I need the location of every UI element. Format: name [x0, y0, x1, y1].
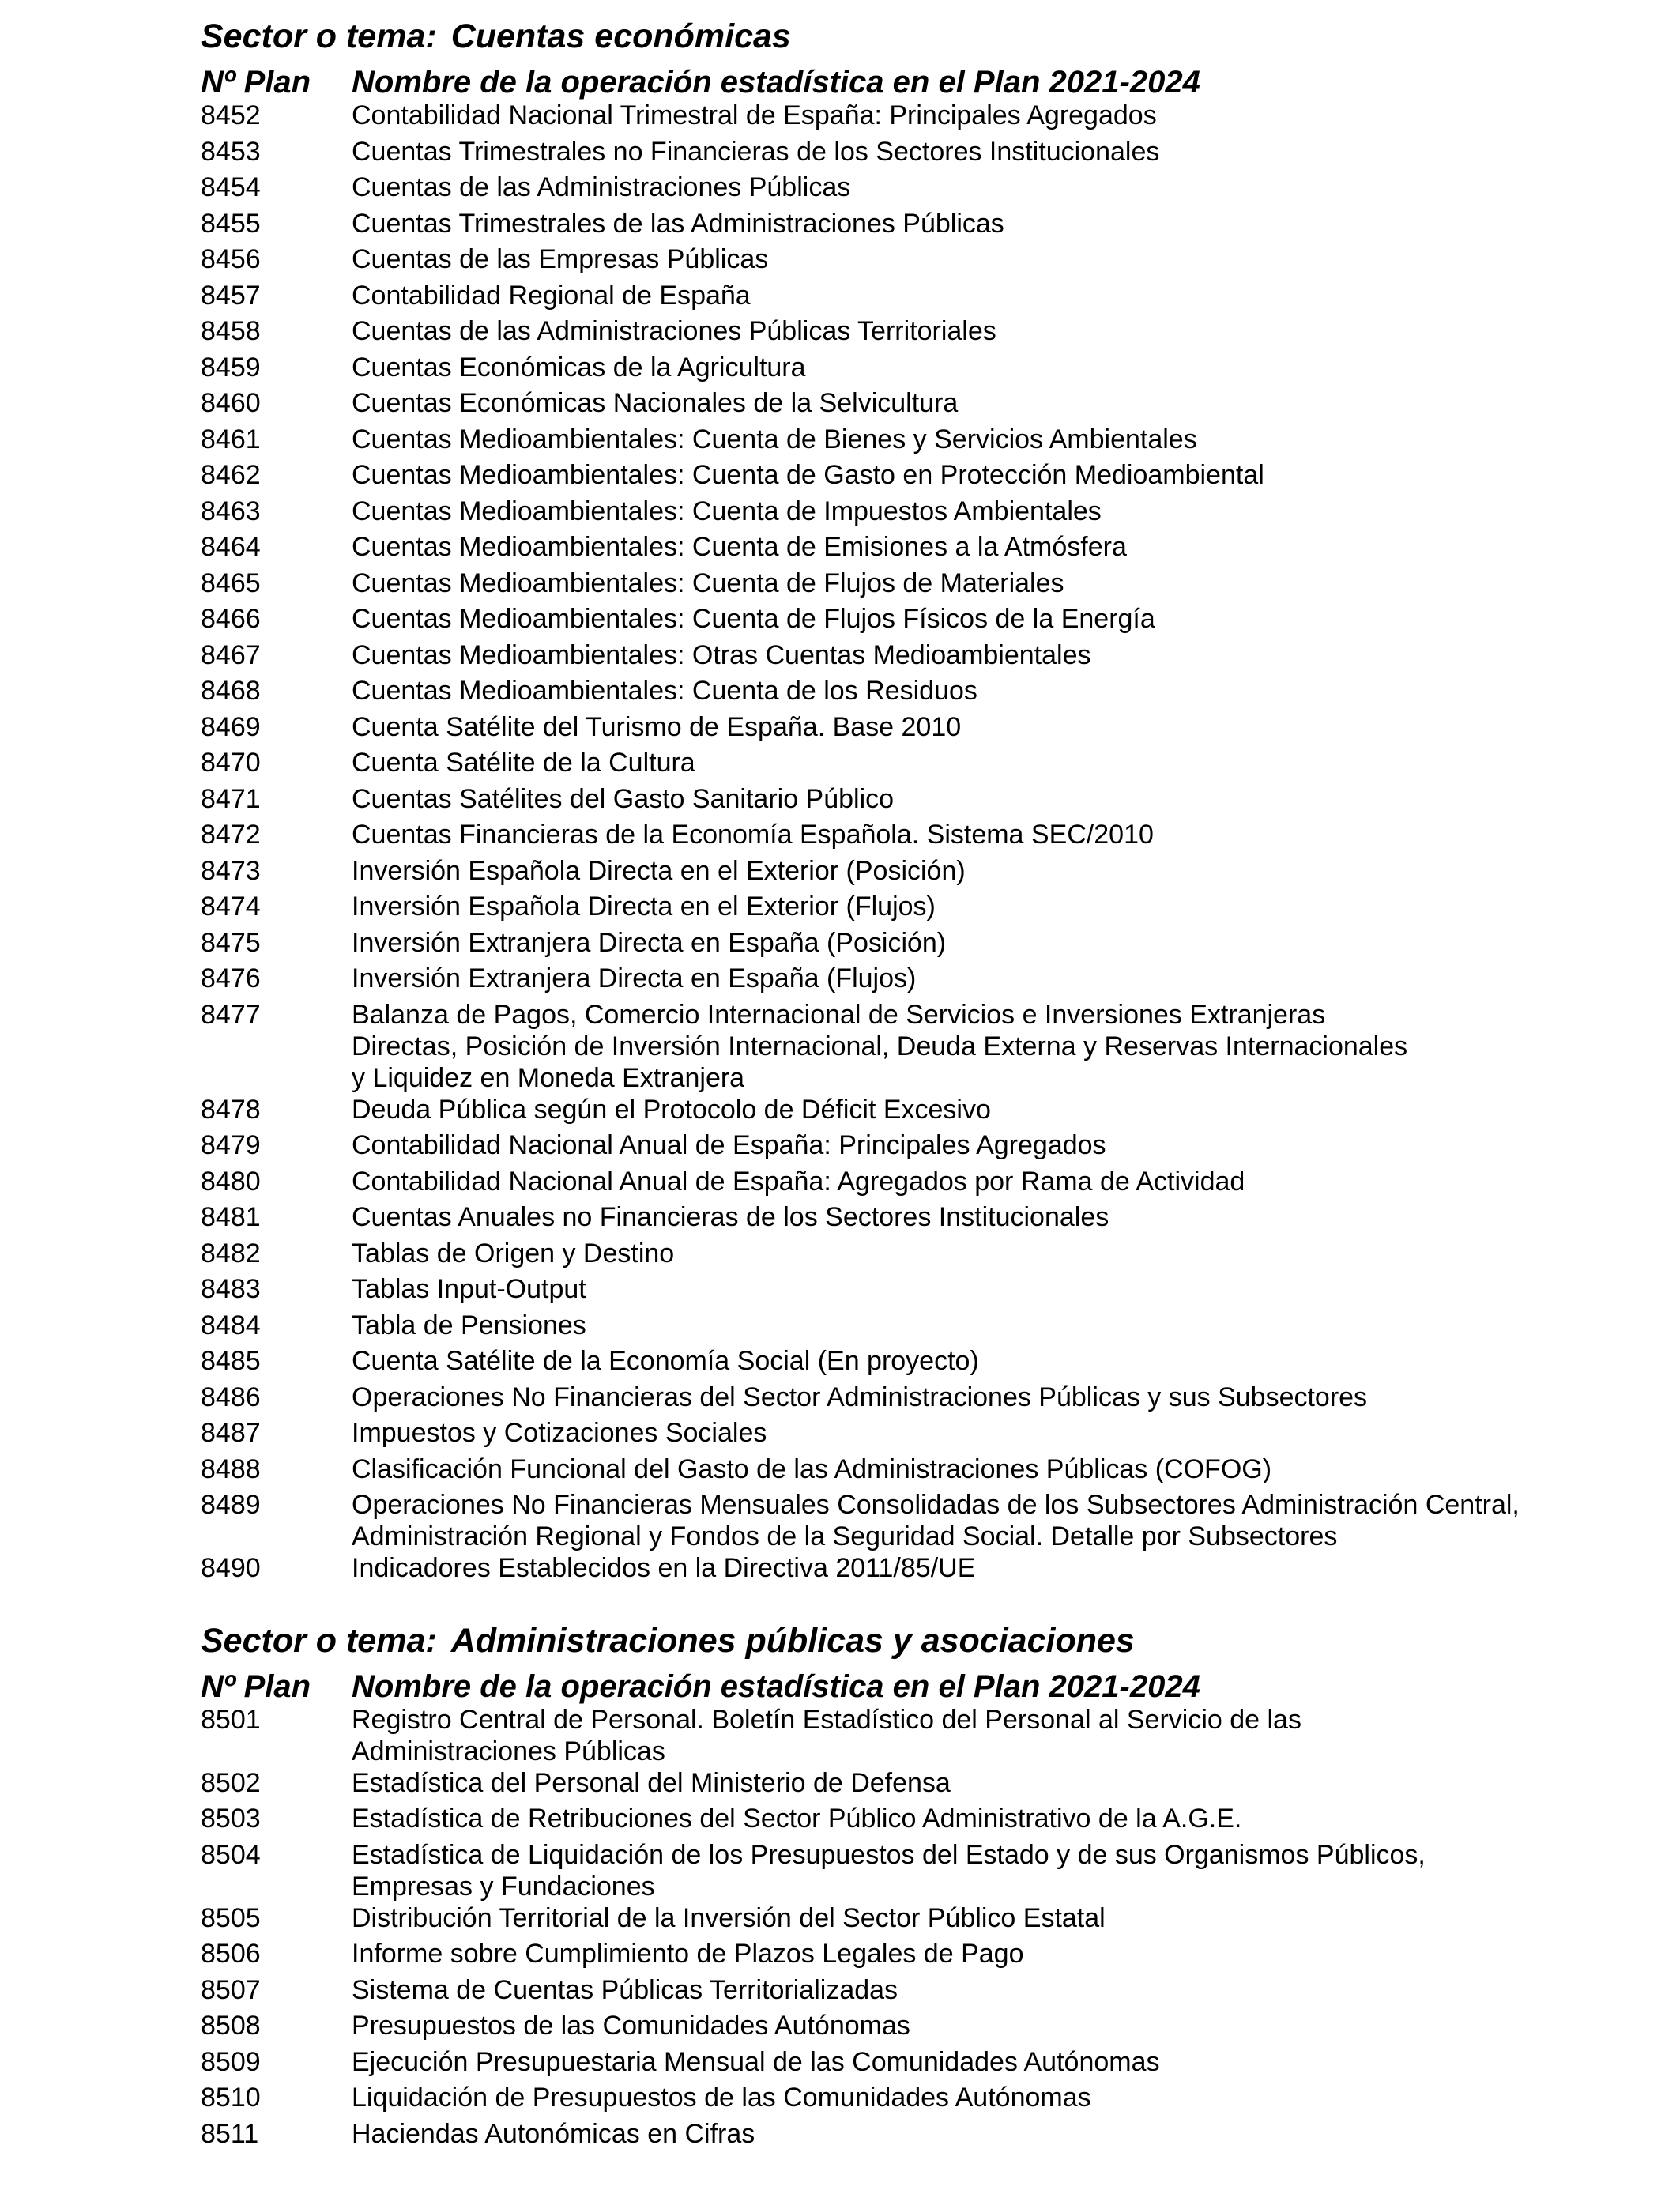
operation-name-line: Contabilidad Nacional Anual de España: Agregados por Rama de Actividad: [352, 1166, 1245, 1197]
operation-name: [352, 424, 1639, 460]
operation-name-line: Deuda Pública según el Protocolo de Déficit Excesivo: [352, 1094, 991, 1125]
operation-name: [352, 1273, 1639, 1310]
operation-name-line: Liquidación de Presupuestos de las Comunidades Autónomas: [352, 2083, 1091, 2113]
operation-name-line: Presupuestos de las Comunidades Autónomas: [352, 2011, 910, 2041]
operation-name-line: Balanza de Pagos, Comercio Internacional de Servicios e Inversiones Extranjeras: [352, 999, 1326, 1030]
sector-section-administraciones-publicas: [201, 1620, 1639, 2154]
list-item: [201, 1489, 1639, 1552]
plan-number: 8462: [201, 460, 261, 490]
plan-number: 8490: [201, 1553, 261, 1583]
list-item: [201, 1166, 1639, 1202]
plan-number: 8509: [201, 2046, 261, 2077]
plan-number: 8463: [201, 496, 261, 526]
operation-name-line: Inversión Extranjera Directa en España (Flujos): [352, 963, 917, 993]
operation-name: [352, 1839, 1639, 1902]
plan-number: 8504: [201, 1839, 261, 1870]
list-item: [201, 1273, 1639, 1310]
operation-name: [352, 1974, 1639, 2011]
plan-number: 8482: [201, 1238, 261, 1269]
list-item: [201, 1938, 1639, 1974]
operation-name-line: Cuentas Medioambientales: Cuenta de Impuestos Ambientales: [352, 496, 1102, 526]
operation-name: [352, 1938, 1639, 1974]
plan-number: 8480: [201, 1166, 261, 1197]
operation-name: [352, 1803, 1639, 1839]
operation-name: [352, 1166, 1639, 1202]
plan-number: 8471: [201, 783, 261, 814]
sector-title: [201, 16, 1639, 57]
plan-number: 8508: [201, 2011, 261, 2041]
list-item: [201, 999, 1639, 1094]
plan-number: 8469: [201, 711, 261, 742]
plan-number: 8467: [201, 639, 261, 670]
plan-number: 8458: [201, 316, 261, 346]
sector-name: Cuentas económicas: [450, 17, 791, 55]
operation-name: [352, 315, 1639, 352]
plan-number: 8510: [201, 2083, 261, 2113]
operation-name: [352, 963, 1639, 999]
operation-name-line: Contabilidad Regional de España: [352, 280, 751, 311]
list-item: [201, 1767, 1639, 1804]
operation-name: [352, 459, 1639, 496]
plan-number: 8486: [201, 1382, 261, 1412]
operation-name-line: Estadística del Personal del Ministerio de Defensa: [352, 1767, 951, 1798]
sector-section-cuentas-economicas: [201, 16, 1639, 1589]
operation-name-line: Cuentas de las Administraciones Públicas Territoriales: [352, 316, 996, 346]
operation-name-line: Tabla de Pensiones: [352, 1310, 586, 1340]
operation-name: [352, 2118, 1639, 2154]
operation-name-line: Cuentas Medioambientales: Cuenta de Flujos Físicos de la Energía: [352, 604, 1155, 634]
plan-number: 8479: [201, 1130, 261, 1160]
operation-name-line: Cuenta Satélite de la Cultura: [352, 748, 695, 778]
list-item: [201, 172, 1639, 208]
operation-name: [352, 208, 1639, 244]
list-item: [201, 1129, 1639, 1166]
list-item: [201, 747, 1639, 783]
operation-name-line: Indicadores Establecidos en la Directiva 2011/85/UE: [352, 1553, 976, 1583]
plan-number: 8477: [201, 999, 261, 1030]
list-item: [201, 1345, 1639, 1382]
operation-name: [352, 2010, 1639, 2046]
plan-number: 8478: [201, 1094, 261, 1125]
list-item: [201, 1974, 1639, 2011]
sector-label: Sector o tema:: [201, 1621, 437, 1660]
operation-name-line: Administraciones Públicas: [352, 1736, 665, 1766]
list-item: [201, 1382, 1639, 1418]
plan-number: 8476: [201, 963, 261, 993]
plan-number: 8488: [201, 1453, 261, 1484]
operation-name-line: Clasificación Funcional del Gasto de las Administraciones Públicas (COFOG): [352, 1453, 1272, 1484]
list-item: [201, 1417, 1639, 1453]
operation-name-line: Cuentas Medioambientales: Cuenta de Flujos de Materiales: [352, 567, 1064, 598]
operation-name-line: Cuentas Medioambientales: Cuenta de Bienes y Servicios Ambientales: [352, 424, 1197, 454]
plan-number-header: Nº Plan: [201, 65, 311, 100]
plan-number: 8502: [201, 1767, 261, 1798]
operation-name-line: Tablas Input-Output: [352, 1274, 586, 1304]
plan-number: 8485: [201, 1346, 261, 1376]
operation-name: [352, 1094, 1639, 1130]
sector-title: [201, 1620, 1639, 1661]
operation-name-line: Cuentas Satélites del Gasto Sanitario Público: [352, 783, 895, 814]
operations-list: [201, 1704, 1639, 2154]
operation-name: [352, 819, 1639, 855]
plan-number: 8473: [201, 855, 261, 886]
list-item: [201, 2118, 1639, 2154]
operation-name: [352, 747, 1639, 783]
operation-name: [352, 387, 1639, 424]
operation-name-line: y Liquidez en Moneda Extranjera: [352, 1062, 745, 1093]
operation-name-line: Cuenta Satélite de la Economía Social (En proyecto): [352, 1346, 979, 1376]
operation-name: [352, 100, 1639, 136]
plan-number: 8489: [201, 1490, 261, 1520]
list-item: [201, 496, 1639, 532]
plan-number: 8461: [201, 424, 261, 454]
operation-name: [352, 1345, 1639, 1382]
operation-name-line: Cuentas Medioambientales: Cuenta de Emisiones a la Atmósfera: [352, 532, 1127, 562]
operation-name: [352, 243, 1639, 280]
operation-name: [352, 891, 1639, 927]
operation-name-line: Impuestos y Cotizaciones Sociales: [352, 1418, 767, 1448]
operation-name-line: Administración Regional y Fondos de la Seguridad Social. Detalle por Subsectores: [352, 1521, 1338, 1551]
list-item: [201, 567, 1639, 604]
operation-name-line: Contabilidad Nacional Trimestral de España: Principales Agregados: [352, 100, 1157, 130]
operation-name-line: Sistema de Cuentas Públicas Territorializadas: [352, 1974, 898, 2005]
operation-name: [352, 603, 1639, 639]
list-item: [201, 280, 1639, 316]
operation-name: [352, 1129, 1639, 1166]
plan-number: 8501: [201, 1704, 261, 1735]
plan-number: 8507: [201, 1974, 261, 2005]
plan-number: 8470: [201, 748, 261, 778]
operation-name: [352, 1238, 1639, 1274]
operation-name: [352, 136, 1639, 172]
operation-name-line: Cuentas Económicas de la Agricultura: [352, 352, 806, 383]
operation-name-line: Directas, Posición de Inversión Internacional, Deuda Externa y Reservas Internacionales: [352, 1031, 1408, 1061]
document-page: [201, 16, 1639, 2154]
operation-name-line: Estadística de Retribuciones del Sector Público Administrativo de la A.G.E.: [352, 1804, 1242, 1834]
plan-number: 8466: [201, 604, 261, 634]
plan-number: 8456: [201, 244, 261, 274]
list-item: [201, 136, 1639, 172]
list-item: [201, 1803, 1639, 1839]
column-header-row: [201, 65, 1639, 100]
operation-name-line: Registro Central de Personal. Boletín Estadístico del Personal al Servicio de las: [352, 1704, 1301, 1735]
operation-name: [352, 172, 1639, 208]
operation-name: [352, 1417, 1639, 1453]
operation-name: [352, 855, 1639, 892]
operation-name-line: Haciendas Autonómicas en Cifras: [352, 2118, 755, 2149]
list-item: [201, 1238, 1639, 1274]
list-item: [201, 1552, 1639, 1589]
operation-name: [352, 1453, 1639, 1490]
plan-number: 8506: [201, 1939, 261, 1969]
operation-name-line: Cuentas Financieras de la Economía Española. Sistema SEC/2010: [352, 820, 1154, 850]
plan-number-header: Nº Plan: [201, 1668, 311, 1704]
operation-name: [352, 783, 1639, 820]
operation-name-line: Inversión Española Directa en el Exterior (Flujos): [352, 892, 936, 922]
operation-name: [352, 1552, 1639, 1589]
list-item: [201, 1310, 1639, 1346]
operation-name: [352, 1201, 1639, 1238]
list-item: [201, 819, 1639, 855]
operation-name-line: Cuenta Satélite del Turismo de España. Base 2010: [352, 711, 962, 742]
plan-number: 8454: [201, 172, 261, 202]
operation-name-line: Tablas de Origen y Destino: [352, 1238, 675, 1269]
plan-number: 8457: [201, 280, 261, 311]
list-item: [201, 711, 1639, 748]
operations-list: [201, 100, 1639, 1589]
plan-number: 8455: [201, 208, 261, 239]
operation-name-line: Ejecución Presupuestaria Mensual de las Comunidades Autónomas: [352, 2046, 1160, 2077]
operation-name: [352, 2082, 1639, 2118]
list-item: [201, 927, 1639, 963]
operation-name-line: Estadística de Liquidación de los Presupuestos del Estado y de sus Organismos Públicos,: [352, 1839, 1426, 1870]
operation-name-line: Empresas y Fundaciones: [352, 1871, 655, 1902]
operation-name-line: Inversión Española Directa en el Exterior (Posición): [352, 855, 966, 886]
plan-number: 8503: [201, 1804, 261, 1834]
sector-name: Administraciones públicas y asociaciones: [450, 1621, 1135, 1660]
operation-name: [352, 999, 1639, 1094]
sector-label: Sector o tema:: [201, 17, 437, 55]
operation-name: [352, 927, 1639, 963]
list-item: [201, 1201, 1639, 1238]
operation-name: [352, 567, 1639, 604]
plan-number: 8475: [201, 927, 261, 958]
list-item: [201, 2046, 1639, 2083]
plan-number: 8460: [201, 388, 261, 418]
list-item: [201, 1704, 1639, 1767]
operation-name-header: Nombre de la operación estadística en el Plan 2021-2024: [352, 65, 1200, 100]
operation-name-line: Distribución Territorial de la Inversión del Sector Público Estatal: [352, 1902, 1106, 1933]
list-item: [201, 1839, 1639, 1902]
operation-name: [352, 2046, 1639, 2083]
operation-name: [352, 1310, 1639, 1346]
operation-name: [352, 675, 1639, 711]
list-item: [201, 2010, 1639, 2046]
operation-name-line: Cuentas Trimestrales no Financieras de los Sectores Institucionales: [352, 136, 1160, 167]
operation-name-line: Operaciones No Financieras del Sector Administraciones Públicas y sus Subsectores: [352, 1382, 1368, 1412]
operation-name-line: Cuentas Medioambientales: Cuenta de los Residuos: [352, 676, 977, 706]
operation-name-line: Cuentas Medioambientales: Cuenta de Gasto en Protección Medioambiental: [352, 460, 1264, 490]
list-item: [201, 208, 1639, 244]
list-item: [201, 424, 1639, 460]
operation-name-line: Cuentas de las Administraciones Públicas: [352, 172, 851, 202]
plan-number: 8474: [201, 892, 261, 922]
operation-name-line: Contabilidad Nacional Anual de España: Principales Agregados: [352, 1130, 1106, 1160]
plan-number: 8487: [201, 1418, 261, 1448]
plan-number: 8483: [201, 1274, 261, 1304]
plan-number: 8452: [201, 100, 261, 130]
operation-name-line: Cuentas Medioambientales: Otras Cuentas Medioambientales: [352, 639, 1091, 670]
list-item: [201, 100, 1639, 136]
operation-name: [352, 1767, 1639, 1804]
list-item: [201, 1094, 1639, 1130]
list-item: [201, 639, 1639, 676]
plan-number: 8453: [201, 136, 261, 167]
list-item: [201, 243, 1639, 280]
plan-number: 8459: [201, 352, 261, 383]
plan-number: 8465: [201, 567, 261, 598]
operation-name: [352, 496, 1639, 532]
operation-name: [352, 280, 1639, 316]
operation-name: [352, 639, 1639, 676]
operation-name: [352, 711, 1639, 748]
operation-name: [352, 531, 1639, 567]
list-item: [201, 1902, 1639, 1939]
list-item: [201, 963, 1639, 999]
list-item: [201, 675, 1639, 711]
plan-number: 8511: [201, 2118, 259, 2149]
operation-name-line: Cuentas de las Empresas Públicas: [352, 244, 769, 274]
list-item: [201, 459, 1639, 496]
plan-number: 8484: [201, 1310, 261, 1340]
list-item: [201, 603, 1639, 639]
list-item: [201, 352, 1639, 388]
list-item: [201, 315, 1639, 352]
operation-name: [352, 1902, 1639, 1939]
plan-number: 8468: [201, 676, 261, 706]
operation-name-line: Cuentas Económicas Nacionales de la Selvicultura: [352, 388, 959, 418]
plan-number: 8481: [201, 1202, 261, 1232]
column-header-row: [201, 1669, 1639, 1704]
plan-number: 8472: [201, 820, 261, 850]
list-item: [201, 1453, 1639, 1490]
operation-name: [352, 1489, 1639, 1552]
operation-name-line: Operaciones No Financieras Mensuales Consolidadas de los Subsectores Administración Central,: [352, 1490, 1520, 1520]
operation-name-line: Inversión Extranjera Directa en España (Posición): [352, 927, 947, 958]
list-item: [201, 891, 1639, 927]
operation-name-line: Cuentas Trimestrales de las Administraciones Públicas: [352, 208, 1004, 239]
operation-name-header: Nombre de la operación estadística en el Plan 2021-2024: [352, 1668, 1200, 1704]
list-item: [201, 387, 1639, 424]
list-item: [201, 2082, 1639, 2118]
plan-number: 8505: [201, 1902, 261, 1933]
operation-name: [352, 352, 1639, 388]
plan-number: 8464: [201, 532, 261, 562]
list-item: [201, 855, 1639, 892]
operation-name: [352, 1382, 1639, 1418]
operation-name: [352, 1704, 1639, 1767]
list-item: [201, 531, 1639, 567]
operation-name-line: Cuentas Anuales no Financieras de los Sectores Institucionales: [352, 1202, 1109, 1232]
list-item: [201, 783, 1639, 820]
operation-name-line: Informe sobre Cumplimiento de Plazos Legales de Pago: [352, 1939, 1024, 1969]
